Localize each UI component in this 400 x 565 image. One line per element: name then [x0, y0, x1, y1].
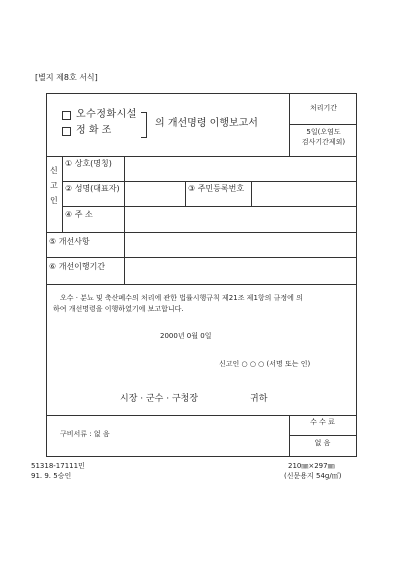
divider — [47, 284, 356, 285]
approval-date: 91. 9. 5승인 — [31, 472, 72, 480]
report-date: 2000년 0월 0일 — [160, 332, 212, 340]
divider — [62, 156, 63, 232]
form-code: 51318-17111민 — [31, 462, 85, 470]
statement-line-1: 오수 · 분뇨 및 축산폐수의 처리에 관한 법률시행규칙 제21조 제1항의 규정에 의 — [60, 294, 303, 302]
fee-value: 없 음 — [314, 439, 331, 447]
representative-name-field[interactable] — [125, 181, 185, 203]
resident-number-label: ③ 주민등록번호 — [188, 184, 245, 193]
divider — [185, 181, 186, 206]
document-title: 의 개선명령 이행보고서 — [155, 118, 258, 129]
processing-period-label: 처리기간 — [309, 104, 338, 112]
representative-name-label: ② 성명(대표자) — [65, 184, 120, 193]
applicant-label-char: 신 — [50, 166, 58, 175]
improvements-label: ⑤ 개선사항 — [49, 237, 90, 246]
septic-tank-checkbox[interactable] — [62, 127, 71, 136]
attachments-label: 구비서류 : 없 음 — [60, 430, 110, 438]
paper-type: (신문용지 54g/㎡) — [284, 472, 342, 480]
divider — [289, 435, 356, 436]
business-name-label: ① 상호(명칭) — [65, 159, 112, 168]
wastewater-facility-checkbox[interactable] — [62, 111, 71, 120]
improvement-period-field[interactable] — [125, 257, 355, 280]
resident-number-field[interactable] — [252, 181, 355, 203]
recipient: 시장 · 군수 · 구청장 — [120, 394, 199, 404]
processing-period-value-1: 5일(오염도 — [306, 128, 341, 136]
address-field[interactable] — [125, 206, 355, 229]
business-name-field[interactable] — [125, 156, 355, 178]
paper-size: 210㎜×297㎜ — [288, 462, 335, 470]
applicant-label-char: 인 — [50, 196, 58, 205]
improvement-period-label: ⑥ 개선이행기간 — [49, 262, 106, 271]
statement-line-2: 하여 개선명령을 이행하였기에 보고합니다. — [53, 305, 184, 313]
fee-label: 수 수 료 — [310, 418, 335, 426]
processing-period-value-2: 검사기간제외) — [301, 138, 346, 146]
address-label: ④ 주 소 — [65, 210, 93, 219]
reporter-signature: 신고인 ○ ○ ○ (서명 또는 인) — [219, 360, 311, 368]
honorific: 귀하 — [250, 394, 268, 404]
divider — [47, 415, 356, 416]
option-wastewater-facility: 오수정화시설 — [76, 109, 137, 120]
divider — [289, 124, 356, 125]
option-septic-tank: 정 화 조 — [76, 125, 112, 136]
form-label: [별지 제8호 서식] — [35, 73, 98, 82]
improvements-field[interactable] — [125, 232, 355, 254]
applicant-label-char: 고 — [50, 181, 58, 190]
bracket — [141, 112, 147, 138]
divider — [289, 94, 290, 156]
